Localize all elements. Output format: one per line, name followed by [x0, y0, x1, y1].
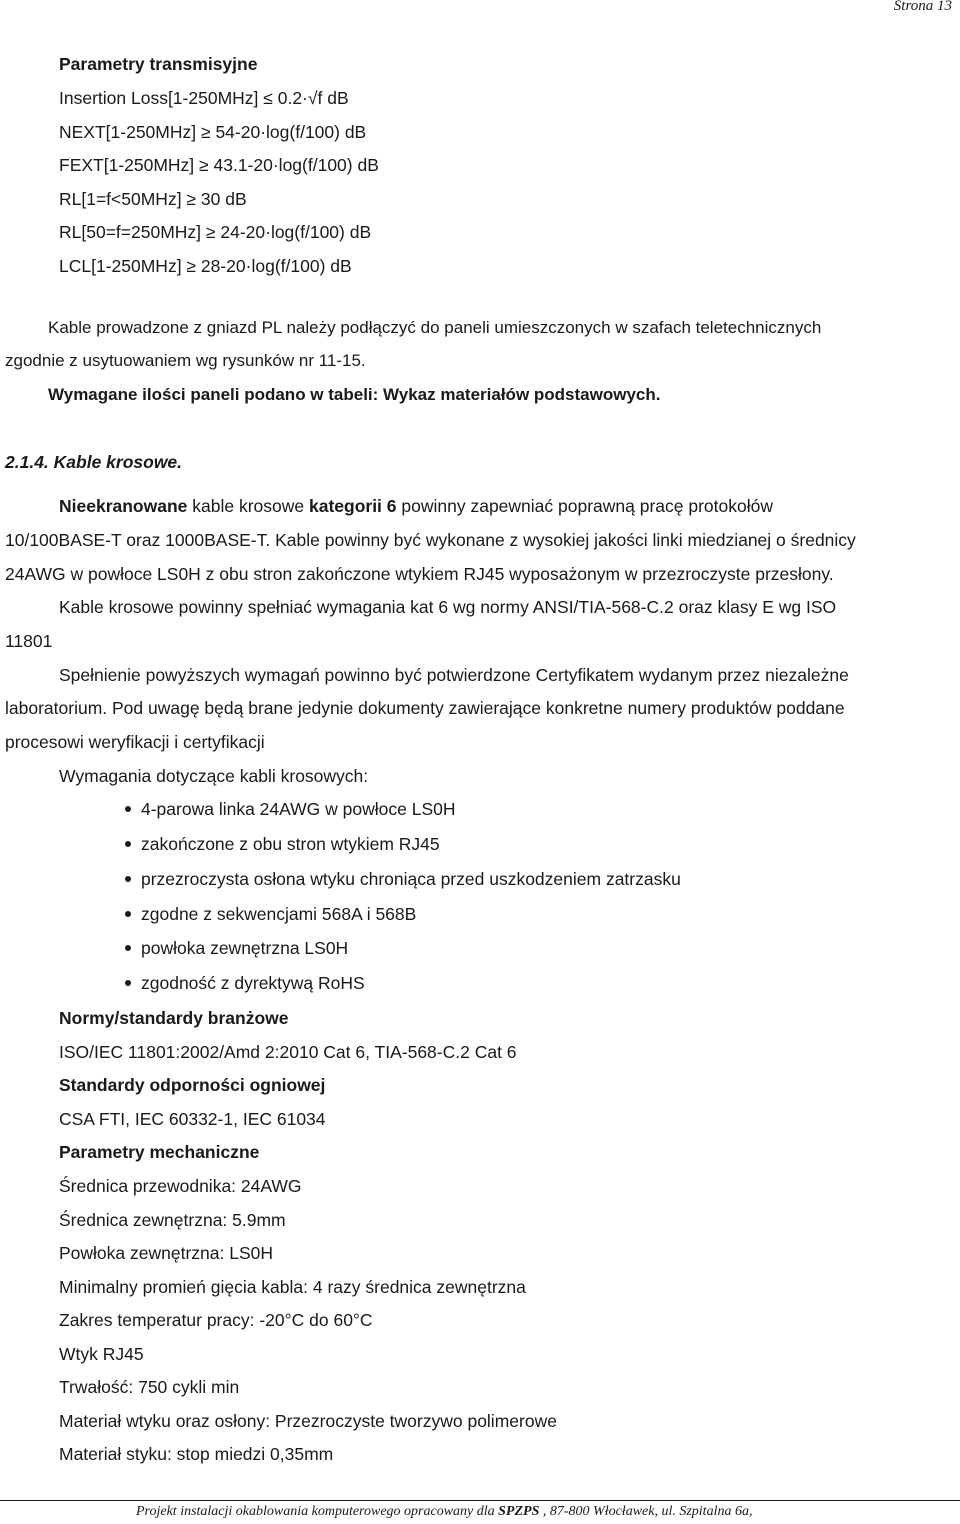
para3-line: procesowi weryfikacji i certyfikacji — [5, 732, 265, 752]
mechanical-line: Trwałość: 750 cykli min — [59, 1377, 240, 1397]
mechanical-line: Zakres temperatur pracy: -20°C do 60°C — [59, 1310, 373, 1330]
list-item: zakończone z obu stron wtykiem RJ45 — [141, 834, 440, 854]
bullet-icon — [125, 945, 131, 951]
para1-line: 24AWG w powłoce LS0H z obu stron zakończone wtykiem RJ45 wyposażonym w przezroczyste przesłony. — [5, 564, 834, 584]
mechanical-line: Materiał styku: stop miedzi 0,35mm — [59, 1444, 334, 1464]
para1-text: powinny zapewniać poprawną pracę protokołów — [396, 496, 774, 516]
para2-line: Kable krosowe powinny spełniać wymagania kat 6 wg normy ANSI/TIA-568-C.2 oraz klasy E wg ISO — [59, 597, 837, 617]
footer-address: , 87-800 Włocławek, ul. Szpitalna 6a, — [539, 1504, 753, 1519]
fire-title: Standardy odporności ogniowej — [59, 1075, 326, 1095]
para1-text: kable krosowe — [187, 496, 309, 516]
transmission-line: Insertion Loss[1-250MHz] ≤ 0.2·√f dB — [59, 88, 349, 108]
bullet-icon — [125, 911, 131, 917]
bullet-icon — [125, 876, 131, 882]
page-number: Strona 13 — [893, 0, 952, 14]
footer-text: Projekt instalacji okablowania komputerowego opracowany dla — [136, 1504, 499, 1519]
transmission-line: LCL[1-250MHz] ≥ 28-20·log(f/100) dB — [59, 256, 352, 276]
list-item: przezroczysta osłona wtyku chroniąca przed uszkodzeniem zatrzasku — [141, 869, 681, 889]
cabling-line: Kable prowadzone z gniazd PL należy podłączyć do paneli umieszczonych w szafach teletechnicznych — [48, 318, 822, 337]
transmission-line: RL[1=f<50MHz] ≥ 30 dB — [59, 189, 247, 209]
mechanical-line: Materiał wtyku oraz osłony: Przezroczyste tworzywo polimerowe — [59, 1411, 557, 1431]
mechanical-line: Średnica przewodnika: 24AWG — [59, 1176, 302, 1196]
fire-value: CSA FTI, IEC 60332-1, IEC 61034 — [59, 1109, 326, 1129]
footer-company: SPZPS — [498, 1504, 540, 1519]
mechanical-line: Powłoka zewnętrzna: LS0H — [59, 1243, 273, 1263]
transmission-line: FEXT[1-250MHz] ≥ 43.1-20·log(f/100) dB — [59, 155, 379, 175]
para1-bold-unshielded: Nieekranowane — [59, 496, 188, 516]
cabling-line: zgodnie z usytuowaniem wg rysunków nr 11-15. — [5, 351, 366, 370]
transmission-title: Parametry transmisyjne — [59, 54, 258, 74]
list-item: zgodne z sekwencjami 568A i 568B — [141, 904, 417, 924]
transmission-line: NEXT[1-250MHz] ≥ 54-20·log(f/100) dB — [59, 122, 367, 142]
para1-line — [59, 495, 773, 517]
para3-line: Spełnienie powyższych wymagań powinno być potwierdzone Certyfikatem wydanym przez niezależne — [59, 665, 849, 685]
bullet-icon — [125, 980, 131, 986]
list-item: powłoka zewnętrzna LS0H — [141, 938, 349, 958]
list-item: 4-parowa linka 24AWG w powłoce LS0H — [141, 799, 456, 819]
para1-bold-category: kategorii 6 — [308, 496, 397, 516]
norms-title: Normy/standardy branżowe — [59, 1008, 289, 1028]
page-footer — [136, 1504, 752, 1520]
bullet-icon — [125, 841, 131, 847]
norms-value: ISO/IEC 11801:2002/Amd 2:2010 Cat 6, TIA-568-C.2 Cat 6 — [59, 1042, 517, 1062]
footer-divider — [0, 1500, 960, 1501]
requirements-title: Wymagania dotyczące kabli krosowych: — [59, 766, 369, 786]
section-heading: 2.1.4. Kable krosowe. — [5, 452, 183, 472]
mechanical-title: Parametry mechaniczne — [59, 1142, 260, 1162]
list-item: zgodność z dyrektywą RoHS — [141, 973, 365, 993]
mechanical-line: Minimalny promień gięcia kabla: 4 razy średnica zewnętrzna — [59, 1277, 526, 1297]
mechanical-line: Wtyk RJ45 — [59, 1344, 144, 1364]
transmission-line: RL[50=f=250MHz] ≥ 24-20·log(f/100) dB — [59, 222, 372, 242]
para3-line: laboratorium. Pod uwagę będą brane jedynie dokumenty zawierające konkretne numery produktów poddane — [5, 698, 845, 718]
bullet-icon — [125, 806, 131, 812]
mechanical-line: Średnica zewnętrzna: 5.9mm — [59, 1210, 286, 1230]
para1-line: 10/100BASE-T oraz 1000BASE-T. Kable powinny być wykonane z wysokiej jakości linki miedzianej o średnicy — [5, 530, 856, 550]
cabling-note: Wymagane ilości paneli podano w tabeli: Wykaz materiałów podstawowych. — [48, 385, 661, 404]
para2-line: 11801 — [5, 631, 53, 651]
